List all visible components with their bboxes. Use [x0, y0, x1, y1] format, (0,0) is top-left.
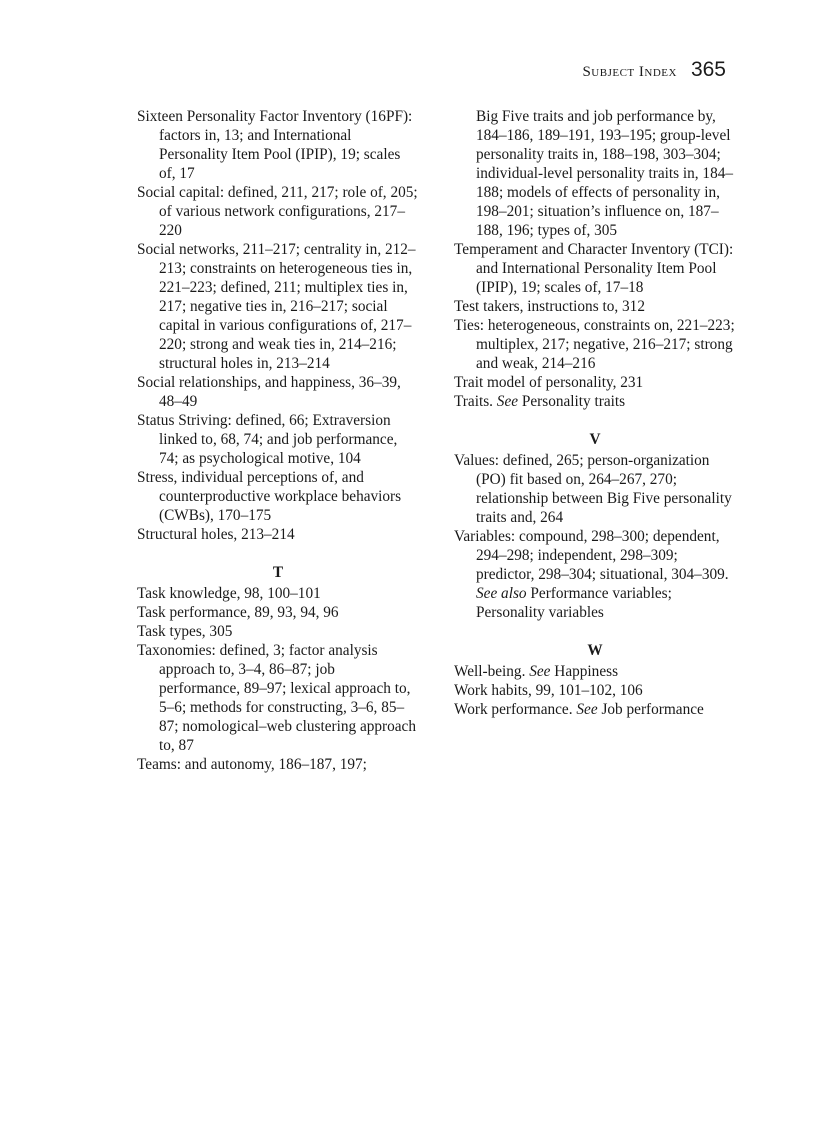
index-entry-variables — [454, 527, 736, 622]
page-number: 365 — [690, 58, 726, 81]
entry-term: Work performance. — [454, 701, 573, 718]
index-entry: Work habits, 99, 101–102, 106 — [454, 682, 643, 699]
index-entry-continuation: Big Five traits and job performance by, 184–186, 189–191, 193–195; group-level personality traits in, 188–198, 303–304; individual-level personality traits in, 184–188; models of effects of personality in, 198–201; situation’s influence on, 187–188, 196; types of, 305 — [476, 108, 734, 239]
section-heading-t: T — [272, 564, 284, 581]
see-reference: See — [576, 701, 598, 718]
cross-reference-target: Performance variables; Personality variables — [476, 585, 672, 621]
index-entry: Teams: and autonomy, 186–187, 197; — [137, 756, 367, 773]
page-header — [582, 58, 726, 82]
index-entry: Social relationships, and happiness, 36–39, 48–49 — [137, 374, 401, 410]
see-reference: See — [496, 393, 519, 410]
cross-reference-target: Personality traits — [521, 393, 626, 410]
index-entry: Ties: heterogeneous, constraints on, 221–223; multiplex, 217; negative, 216–217; strong and weak, 214–216 — [454, 317, 735, 372]
section-heading-v: V — [589, 431, 601, 448]
see-reference: See — [529, 663, 551, 680]
index-entry: Test takers, instructions to, 312 — [454, 298, 645, 315]
index-entry: Status Striving: defined, 66; Extraversion linked to, 68, 74; and job performance, 74; as psychological motive, 104 — [137, 412, 398, 467]
index-entry: Taxonomies: defined, 3; factor analysis approach to, 3–4, 86–87; job performance, 89–97; lexical approach to, 5–6; methods for constructing, 3–6, 85–87; nomological–web clustering approach to, 87 — [137, 642, 416, 754]
index-entry: Values: defined, 265; person-organization (PO) fit based on, 264–267, 270; relationship between Big Five personality traits and, 264 — [454, 452, 732, 526]
running-head: Subject Index — [582, 64, 677, 80]
index-entry-work-performance — [454, 700, 736, 719]
index-entry-wellbeing — [454, 662, 736, 681]
index-entry-traits — [454, 392, 736, 411]
section-heading-w: W — [587, 642, 603, 659]
cross-reference-target: Happiness — [554, 663, 619, 680]
index-entry: Social networks, 211–217; centrality in, 212–213; constraints on heterogeneous ties in, 221–223; defined, 211; multiplex ties in, 217; negative ties in, 216–217; social capital in various configurations of, 217–220; strong and weak ties in, 214–216; structural holes in, 213–214 — [137, 241, 416, 372]
right-column — [454, 107, 736, 719]
entry-term: Traits. — [454, 393, 493, 410]
entry-text: Variables: compound, 298–300; dependent, 294–298; independent, 298–309; predictor, 298–304; situational, 304–309. — [454, 528, 729, 583]
see-also-reference: See also — [476, 585, 527, 602]
index-entry: Task types, 305 — [137, 623, 233, 640]
entry-term: Well-being. — [454, 663, 526, 680]
cross-reference-target: Job performance — [601, 701, 704, 718]
index-entry: Trait model of personality, 231 — [454, 374, 644, 391]
index-entry: Structural holes, 213–214 — [137, 526, 295, 543]
index-entry: Social capital: defined, 211, 217; role of, 205; of various network configurations, 217–220 — [137, 184, 418, 239]
left-column — [137, 107, 419, 774]
index-entry: Task knowledge, 98, 100–101 — [137, 585, 321, 602]
index-entry: Task performance, 89, 93, 94, 96 — [137, 604, 339, 621]
index-entry: Stress, individual perceptions of, and counterproductive workplace behaviors (CWBs), 170–175 — [137, 469, 402, 524]
index-entry: Sixteen Personality Factor Inventory (16PF): factors in, 13; and International Personality Item Pool (IPIP), 19; scales of, 17 — [137, 108, 413, 182]
index-entry: Temperament and Character Inventory (TCI): and International Personality Item Pool (IPIP), 19; scales of, 17–18 — [454, 241, 734, 296]
